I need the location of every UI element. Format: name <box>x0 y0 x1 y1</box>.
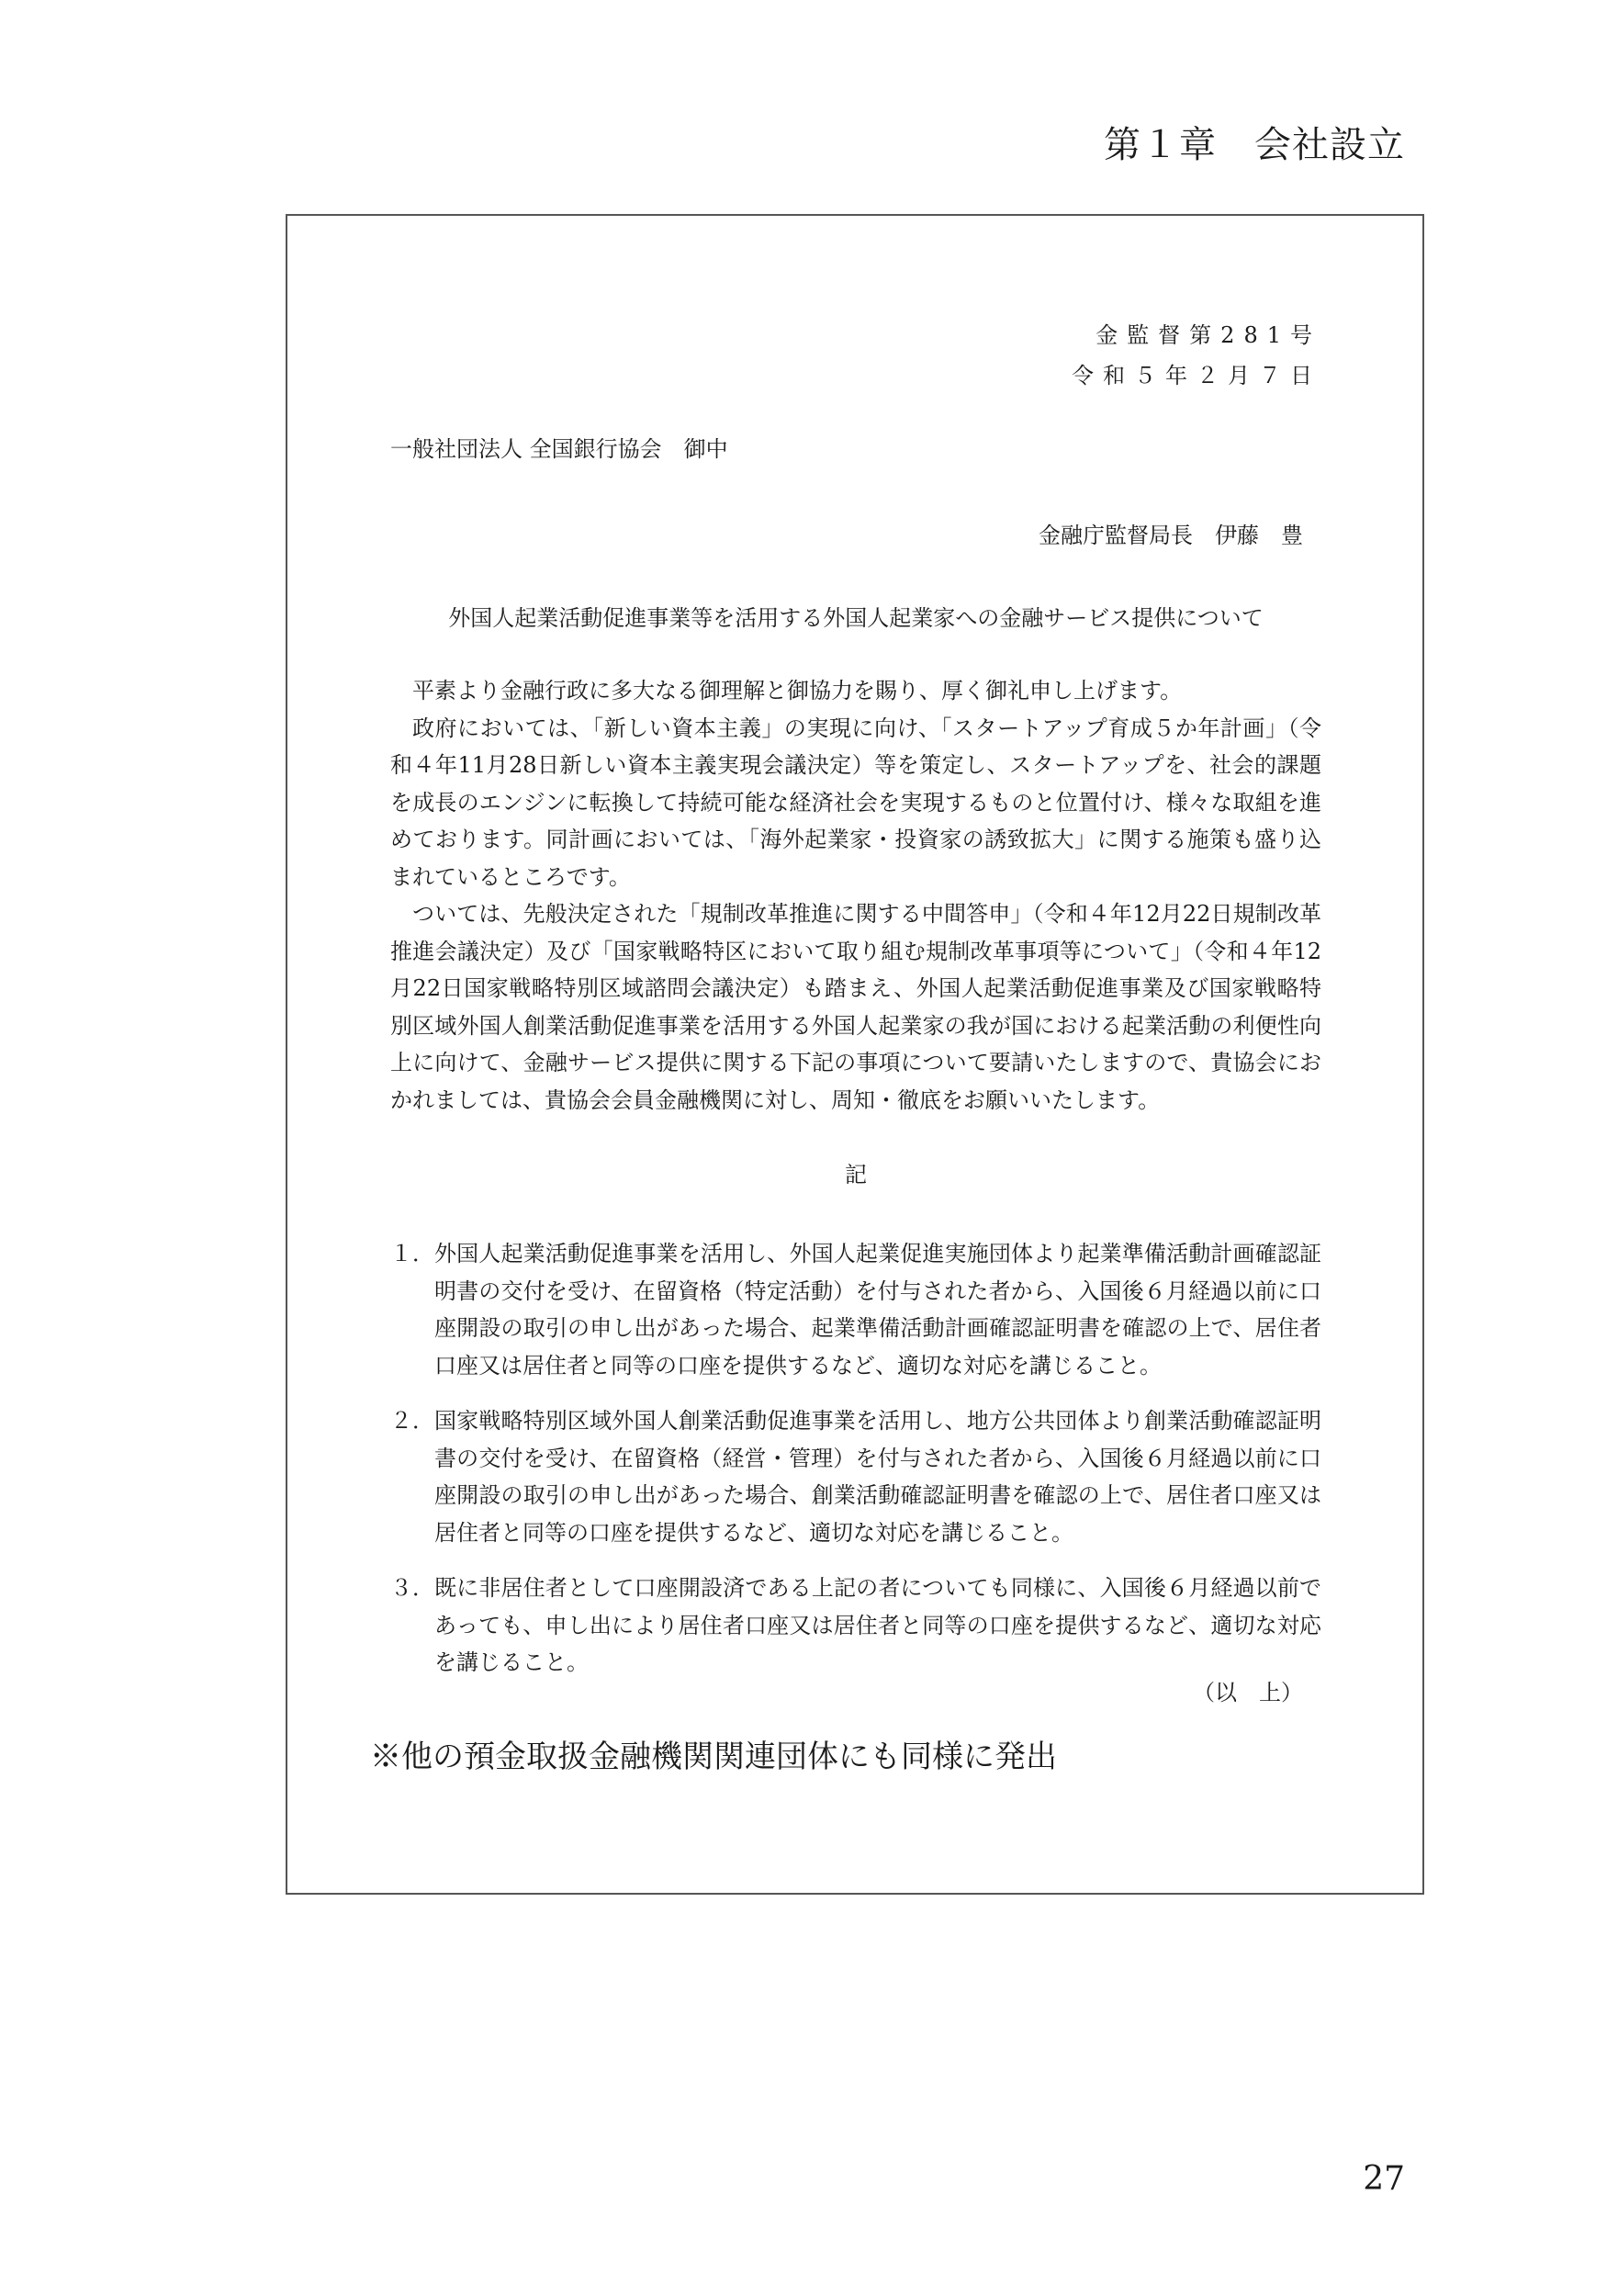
request-item <box>390 1235 1321 1384</box>
item-text: 既に非居住者として口座開設済である上記の者についても同様に、入国後６月経過以前であっても、申し出により居住者口座又は居住者と同等の口座を提供するなど、適切な対応を講じること。 <box>434 1575 1321 1675</box>
distribution-notice: ※他の預金取扱金融機関関連団体にも同様に発出 <box>370 1739 1057 1775</box>
request-item <box>390 1570 1321 1682</box>
body-paragraph: 平素より金融行政に多大なる御理解と御協力を賜り、厚く御礼申し上げます。 <box>412 678 1183 703</box>
item-text: 国家戦略特別区域外国人創業活動促進事業を活用し、地方公共団体より創業活動確認証明書の交付を受け、在留資格（経営・管理）を付与された者から、入国後６月経過以前に口座開設の取引の申し出があった場合、創業活動確認証明書を確認の上で、居住者口座又は居住者と同等の口座を提供するなど、適切な対応を講じること。 <box>434 1408 1321 1546</box>
item-number: ３． <box>390 1575 434 1601</box>
letter-body <box>390 672 1321 1119</box>
ki-heading: 記 <box>845 1162 867 1187</box>
sender: 金融庁監督局長 伊藤 豊 <box>1039 523 1303 548</box>
item-number: １． <box>390 1241 434 1266</box>
document-frame <box>286 214 1424 1895</box>
document-date: 令和５年２月７日 <box>1072 363 1321 388</box>
page-number: 27 <box>1363 2160 1405 2198</box>
item-number: ２． <box>390 1408 434 1434</box>
document-number: 金監督第281号 <box>1096 322 1321 348</box>
addressee: 一般社団法人 全国銀行協会 御中 <box>390 436 728 462</box>
body-paragraph: ついては、先般決定された「規制改革推進に関する中間答申」（令和４年12月22日規制改革推進会議決定）及び「国家戦略特区において取り組む規制改革事項等について」（令和４年12月22日国家戦略特別区域諮問会議決定）も踏まえ、外国人起業活動促進事業及び国家戦略特別区域外国人創業活動促進事業を活用する外国人起業家の我が国における起業活動の利便性向上に向けて、金融サービス提供に関する下記の事項について要請いたしますので、貴協会におかれましては、貴協会会員金融機関に対し、周知・徹底をお願いいたします。 <box>390 901 1321 1113</box>
closing-mark: （以 上） <box>1193 1680 1303 1705</box>
item-text: 外国人起業活動促進事業を活用し、外国人起業促進実施団体より起業準備活動計画確認証明書の交付を受け、在留資格（特定活動）を付与された者から、入国後６月経過以前に口座開設の取引の申し出があった場合、起業準備活動計画確認証明書を確認の上で、居住者口座又は居住者と同等の口座を提供するなど、適切な対応を講じること。 <box>434 1241 1321 1379</box>
body-paragraph: 政府においては、「新しい資本主義」の実現に向け、「スタートアップ育成５か年計画」（令和４年11月28日新しい資本主義実現会議決定）等を策定し、スタートアップを、社会的課題を成長のエンジンに転換して持続可能な経済社会を実現するものと位置付け、様々な取組を進めております。同計画においては、「海外起業家・投資家の誘致拡大」に関する施策も盛り込まれているところです。 <box>390 715 1321 890</box>
subject-line: 外国人起業活動促進事業等を活用する外国人起業家への金融サービス提供について <box>448 605 1264 631</box>
chapter-header: 第１章 会社設立 <box>1104 124 1405 166</box>
request-item <box>390 1402 1321 1551</box>
request-items <box>390 1235 1321 1700</box>
